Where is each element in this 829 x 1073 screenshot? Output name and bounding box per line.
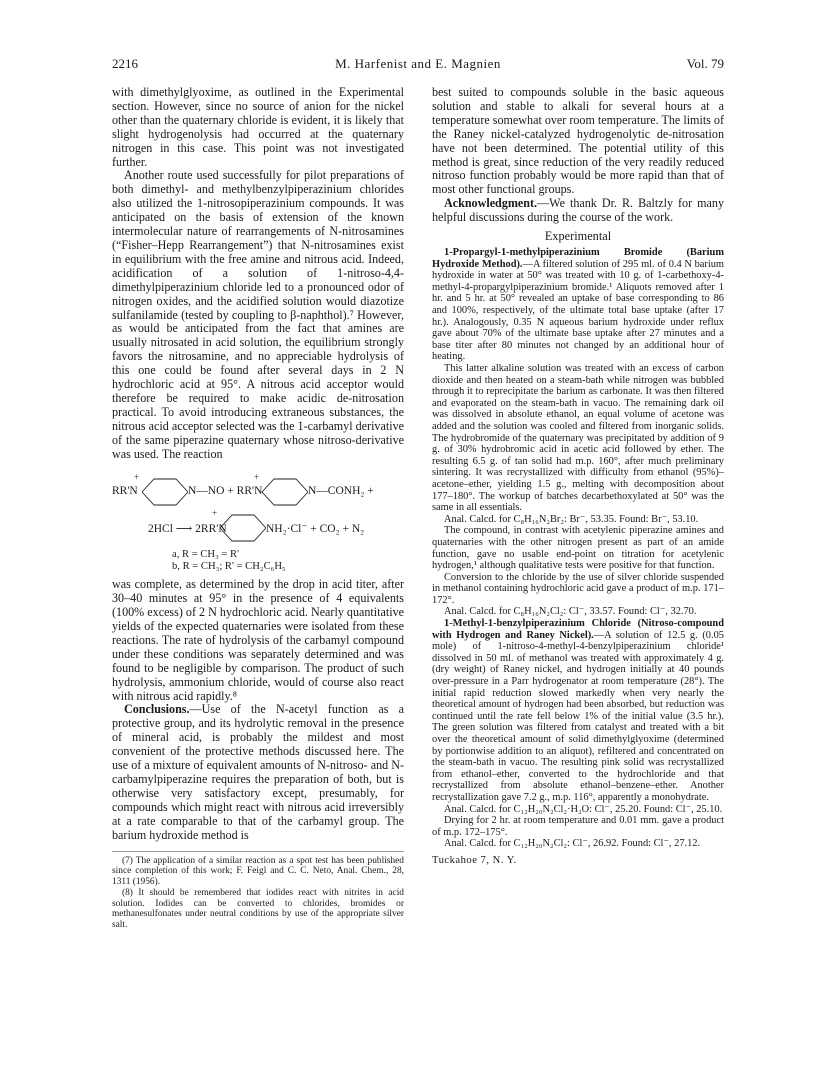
experimental-text: —A filtered solution of 295 ml. of 0.4 N barium hydroxide in water at 50° was treated with 10 g. of 1-carbethoxy-4-methyl-4-propargylpiperazinium bromide.¹ Aliquots removed after 1 hr. and 5 hr. at 50° revealed an uptake of base corresponding to 86 and 100%, respectively, of the ultimate total base uptake (after 17 hr.). Analogously, 0.35 N aqueous barium hydroxide under reflux gave about 70% of the ultimate base uptake after 27 minutes and a base titer after 80 minutes not changed by an additional hour of heating. <box>432 258 725 363</box>
experimental-paragraph: Conversion to the chloride by the use of silver chloride suspended in methanol containing hydrochloric acid gave a product of m.p. 171–172°. <box>432 571 724 606</box>
equation-note-b: b, R = CH₃; R' = CH₂C₆H₅ <box>172 560 286 572</box>
experimental-paragraph <box>432 247 724 363</box>
acknowledgment-heading: Acknowledgment. <box>444 196 538 211</box>
paragraph: was complete, as determined by the drop in acid titer, after 30–40 minutes at 95° in the presence of 4 equivalents (100% excess) of 2 N hydrochloric acid. Nearly quantitative yields of the expected quaternaries were isolated from these reactions. The rate of hydrolysis of the carbamyl compound under these conditions was separately determined and was found to be negligible by comparison. The product of such hydrolysis, ammonium chloride, would of course also react with nitrous acid rapidly.⁸ <box>112 577 404 703</box>
equation-reactant-1: RR'N <box>112 485 138 498</box>
acknowledgment-paragraph <box>432 197 724 225</box>
experimental-subheading: 1-Propargyl-1-methylpiperazinium Bromide (Barium Hydroxide Method). <box>432 247 724 270</box>
experimental-text: —A solution of 12.5 g. (0.05 mole) of 1-nitroso-4-methyl-4-benzylpiperazinium chloride¹ dissolved in 50 ml. of methanol was treated with approximately 4 g. (dry weight) of Raney nickel, and hydrogen initially at 40 pounds over-pressure in a Parr hydrogenator at room temperature (28°). The initial rapid reduction slowed markedly when very nearly the theoretical amount of hydrogen had been absorbed, but reduction was continued until the rate fell below 1% of the initial value (3.5 hr.). The green solution was filtered from catalyst and treated with a bit over the theoretical amount of solid dimethylglyoxime (determined by portionwise addition to an aliquot), refiltered and concentrated on the steam-bath in vacuo. The resulting pink solid was recrystallized from ethanol–ether, converted to the hydrochloride and that recrystallized from absolute ethanol–benzene–ether. Another recrystallization gave 7.2 g., m.p. 116°, apparently a monohydrate. <box>432 629 724 803</box>
analysis-line: Anal. Calcd. for C₁₂H₂₀N₂Cl₂·H₂O: Cl⁻, 25.20. Found: Cl⁻, 25.10. <box>444 803 723 815</box>
section-title-experimental: Experimental <box>544 229 612 244</box>
equation-reactant-2: N—NO + RR'N <box>188 485 263 498</box>
equation-product-right: NH₂·Cl⁻ + CO₂ + N₂ <box>266 523 365 536</box>
page-header <box>112 56 724 76</box>
equation-charge: + <box>254 472 260 483</box>
paragraph: Another route used successfully for pilot preparations of both dimethyl- and methylbenzylpiperazinium chlorides also utilized the 1-nitrosopiperazinium compounds. It was anticipated on the basis of extension of the known intermolecular nature of rearrangements of N-nitrosamines (“Fisher–Hepp Rearrangement”) that N-nitrosamines exist in equilibrium with the free amine and nitrous acid. Indeed, acidification of a solution of 1-nitroso-4,4-dimethylpiperazinium chloride led to a pronounced odor of nitrogen oxides, and the acidified solution would diazotize sulfanilamide (tested by coupling to β-naphthol).⁷ However, as would be anticipated from the fact that amines are usually nitrosated in acid solution, the equilibrium strongly favors the nitrosamine, and no appreciable hydrolysis of this one could be found after several days in 2 N hydrochloric acid at 95°. A nitrous acid acceptor would therefore be required to make acidic de-nitrosation practical. To avoid introducing extraneous substances, the nitrous acid acceptor selected was the 1-carbamyl derivative of the same piperazine quaternary whose nitroso-derivative was used. The reaction <box>112 168 404 461</box>
volume-number: Vol. 79 <box>686 56 724 71</box>
experimental-paragraph <box>432 618 724 804</box>
running-head-authors: M. Harfenist and E. Magnien <box>335 56 501 71</box>
page-number: 2216 <box>112 56 138 71</box>
analysis-line: Anal. Calcd. for C₈H₁₆N₂Br₂: Br⁻, 53.35. Found: Br⁻, 53.10. <box>444 513 699 525</box>
footnotes <box>112 851 404 932</box>
footnote-7: (7) The application of a similar reaction as a spot test has been published since completion of this work; F. Feigl and C. C. Neto, Anal. Chem., 28, 1311 (1956). <box>112 855 404 888</box>
left-column <box>112 86 404 931</box>
author-location: Tuckahoe 7, N. Y. <box>432 854 517 866</box>
analysis-line: Anal. Calcd. for C₁₂H₂₀N₂Cl₂: Cl⁻, 26.92. Found: Cl⁻, 27.12. <box>444 838 701 850</box>
experimental-subheading: 1-Methyl-1-benzylpiperazinium Chloride (Nitroso-compound with Hydrogen and Raney Nickel). <box>432 618 724 641</box>
acknowledgment-text: —We thank Dr. R. Baltzly for many helpful discussions during the course of the work. <box>432 196 724 225</box>
reaction-equation <box>112 461 404 553</box>
analysis-line: Anal. Calcd. for C₈H₁₆N₂Cl₂: Cl⁻, 33.57. Found: Cl⁻, 32.70. <box>444 606 697 618</box>
paragraph: with dimethylglyoxime, as outlined in the Experimental section. However, since no source of anion for the nickel other than the quaternary chloride is evident, it is likely that slight hydrogenolysis had occurred at the quaternary nitrogen in this case. This point was not investigated further. <box>112 85 404 169</box>
equation-charge: + <box>212 508 218 519</box>
conclusions-text: —Use of the N-acetyl function as a protective group, and its hydrolytic removal in the presence of mineral acid, is probably the mildest and most convenient of the protective methods discussed here. The use of a mixture of equivalent amounts of N-nitroso- and N-carbamylpiperazine requires the preparation of both, but is otherwise very satisfactory except, presumably, for compounds which might react with nitrous acid irreversibly at a rate comparable to that of the carbamyl group. The barium hydroxide method is <box>112 702 404 842</box>
conclusions-heading: Conclusions. <box>124 702 190 717</box>
equation-note-a: a, R = CH₃ = R' <box>172 549 239 561</box>
conclusions-paragraph <box>112 703 404 842</box>
right-column <box>432 86 724 866</box>
footnote-8: (8) It should be remembered that iodides react with nitrites in acid solution. Iodides can be converted to chlorides, bromides or methanesulfonates under neutral conditions by use of the appropriate silver salt. <box>112 887 404 931</box>
paragraph: best suited to compounds soluble in the basic aqueous solution and stable to alkali for several hours at a temperature somewhat over room temperature. The limits of the Raney nickel-catalyzed hydrogenolytic de-nitrosation have not been determined. The potential utility of this method is great, since reduction of the very readily reduced nitroso function probably would be more rapid than that of most other functional groups. <box>432 85 724 197</box>
experimental-paragraph: This latter alkaline solution was treated with an excess of carbon dioxide and then heated on a steam-bath while nitrogen was bubbled through it to reprecipitate the barium as carbonate. It was then filtered and evaporated on the steam-bath in vacuo. The remaining dark oil was dissolved in absolute ethanol, an equal volume of acetone was added and the solution was cooled and filtered from inorganic solids. The hydrobromide of the quaternary was precipitated by addition of 9 g. of 30% hydrobromic acid in acetic acid followed by ether. The resulting 6.5 g. of tan solid had m.p. 160°, after much preliminary sintering. It was recrystallized with difficulty from ethanol (95%)–acetone–ether, yielding 1.5 g., melting with decomposition about 177–180°. The workup of batches decarbethoxylated at 50° was the same in all essentials. <box>432 363 724 514</box>
experimental-paragraph: Drying for 2 hr. at room temperature and 0.01 mm. gave a product of m.p. 172–175°. <box>432 815 724 838</box>
experimental-paragraph: The compound, in contrast with acetylenic piperazine amines and quaternaries with the other nitrogen present as part of an amide function, gave no usable end-point on titration for acetylenic hydrogen,¹ although qualitative tests were positive for that function. <box>432 525 724 572</box>
equation-product-left: 2HCl ⟶ 2RR'N <box>148 523 227 536</box>
equation-reactant-3: N—CONH₂ + <box>308 485 374 498</box>
equation-charge: + <box>134 472 140 483</box>
